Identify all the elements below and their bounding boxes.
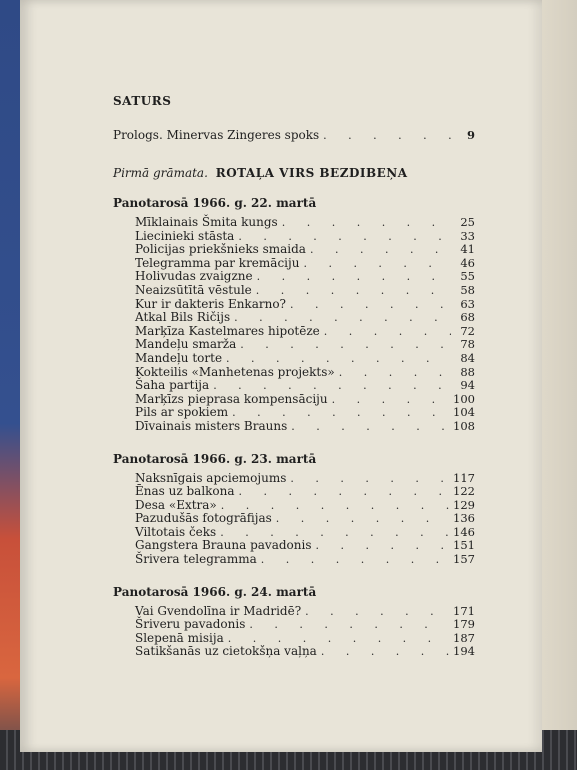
book-part-title — [113, 166, 475, 180]
chapter-page-number: 84 — [460, 350, 475, 365]
leader-dots — [290, 472, 449, 486]
toc-sections — [113, 196, 475, 659]
leader-dots — [234, 311, 451, 325]
chapter-page-number: 151 — [453, 538, 475, 553]
chapter-entry — [135, 338, 475, 352]
chapter-title: Pils ar spokiem — [135, 405, 229, 420]
chapter-page-number: 72 — [460, 323, 475, 338]
leader-dots — [290, 298, 451, 312]
book-part-name: ROTAĻA VIRS BEZDIBEŅA — [215, 166, 408, 180]
leader-dots — [238, 230, 451, 244]
leader-dots — [310, 243, 451, 257]
chapter-entry — [135, 526, 475, 540]
chapter-entry — [135, 420, 475, 434]
chapter-title: Viltotais čeks — [135, 524, 217, 539]
section-title: Panotarosā 1966. g. 22. martā — [113, 196, 317, 210]
leader-dots — [232, 406, 449, 420]
chapter-title: Dīvainais misters Brauns — [135, 418, 288, 433]
chapter-entry — [135, 553, 475, 567]
chapter-title: Marķīzs pieprasa kompensāciju — [135, 391, 328, 406]
leader-dots — [323, 129, 451, 142]
leader-dots — [276, 512, 449, 526]
prologue-page: 9 — [466, 128, 475, 142]
leader-dots — [213, 379, 451, 393]
toc-section — [113, 196, 475, 434]
chapter-entry — [135, 499, 475, 513]
toc-heading: SATURS — [113, 94, 172, 108]
chapter-entry — [135, 645, 475, 659]
chapter-page-number: 68 — [460, 310, 475, 325]
prologue-entry — [113, 128, 475, 142]
chapter-entry — [135, 311, 475, 325]
leader-dots — [315, 539, 449, 553]
leader-dots — [221, 499, 449, 513]
chapter-page-number: 94 — [460, 378, 475, 393]
chapter-entry — [135, 352, 475, 366]
chapter-title: Satikšanās uz cietokšņa vaļņa — [135, 644, 317, 659]
book-spine — [0, 0, 22, 770]
chapter-page-number: 187 — [453, 630, 475, 645]
chapter-entry — [135, 298, 475, 312]
chapter-page-number: 122 — [453, 484, 475, 499]
leader-dots — [228, 632, 449, 646]
chapter-title: Gangstera Brauna pavadonis — [135, 538, 312, 553]
chapter-page-number: 100 — [453, 391, 475, 406]
chapter-entry — [135, 230, 475, 244]
chapter-title: Šrivera telegramma — [135, 552, 257, 567]
chapter-title: Kur ir dakteris Enkarno? — [135, 296, 286, 311]
chapter-title: Šriveru pavadonis — [135, 617, 246, 632]
chapter-title: Slepenā misija — [135, 630, 224, 645]
section-title: Panotarosā 1966. g. 23. martā — [113, 451, 317, 466]
leader-dots — [220, 526, 449, 540]
chapter-title: Desa «Extra» — [135, 497, 217, 512]
chapter-entry — [135, 485, 475, 499]
chapter-title: Mandeļu torte — [135, 350, 223, 365]
chapter-page-number: 46 — [460, 255, 475, 270]
chapter-page-number: 58 — [460, 282, 475, 297]
leader-dots — [261, 553, 449, 567]
leader-dots — [282, 216, 451, 230]
leader-dots — [291, 420, 449, 434]
chapter-title: Vai Gvendolīna ir Madridē? — [135, 603, 302, 618]
chapter-page-number: 117 — [453, 470, 475, 485]
chapter-title: Liecinieki stāsta — [135, 228, 235, 243]
chapter-page-number: 25 — [460, 215, 475, 229]
chapter-page-number: 157 — [453, 552, 475, 567]
leader-dots — [240, 338, 451, 352]
chapter-page-number: 63 — [460, 296, 475, 311]
leader-dots — [332, 393, 449, 407]
chapter-page-number: 55 — [460, 269, 475, 284]
chapter-entry — [135, 257, 475, 271]
chapter-page-number: 136 — [453, 511, 475, 526]
chapter-page-number: 108 — [453, 418, 475, 433]
chapter-page-number: 88 — [460, 364, 475, 379]
chapter-entry — [135, 618, 475, 632]
chapter-title: Atkal Bils Ričijs — [135, 310, 231, 325]
leader-dots — [226, 352, 451, 366]
chapter-entry — [135, 406, 475, 420]
book-page — [20, 0, 542, 752]
chapter-entry — [135, 325, 475, 339]
leader-dots — [324, 325, 451, 339]
chapter-title: Marķīza Kastelmares hipotēze — [135, 323, 320, 338]
section-title: Panotarosā 1966. g. 24. martā — [113, 584, 317, 599]
chapter-title: Šaha partija — [135, 378, 210, 393]
leader-dots — [249, 618, 449, 632]
chapter-title: Naksnīgais apciemojums — [135, 470, 287, 485]
chapter-title: Pazudušās fotogrāfijas — [135, 511, 272, 526]
chapter-page-number: 194 — [453, 644, 475, 659]
leader-dots — [256, 284, 451, 298]
toc-section — [113, 585, 475, 659]
toc-section — [113, 452, 475, 567]
chapter-entry — [135, 393, 475, 407]
leader-dots — [321, 645, 449, 659]
chapter-entry — [135, 379, 475, 393]
chapter-title: Neaizsūtītā vēstule — [135, 282, 252, 297]
chapter-page-number: 179 — [453, 617, 475, 632]
prologue-label: Prologs. Minervas Zingeres spoks — [113, 128, 320, 142]
leader-dots — [339, 366, 451, 380]
chapter-page-number: 104 — [453, 405, 475, 420]
chapter-title: Kokteilis «Manhetenas projekts» — [135, 364, 335, 379]
leader-dots — [257, 270, 451, 284]
chapter-entry — [135, 512, 475, 526]
chapter-page-number: 41 — [460, 242, 475, 257]
chapter-title: Ēnas uz balkona — [135, 484, 235, 499]
chapter-list — [113, 216, 475, 434]
leader-dots — [239, 485, 450, 499]
chapter-title: Policijas priekšnieks smaida — [135, 242, 306, 257]
book-part-label: Pirmā grāmata. — [113, 166, 208, 180]
chapter-list — [113, 605, 475, 659]
chapter-list — [113, 472, 475, 567]
chapter-title: Mandeļu smarža — [135, 337, 237, 352]
chapter-title: Telegramma par kremāciju — [135, 255, 300, 270]
chapter-title: Holivudas zvaigzne — [135, 269, 253, 284]
chapter-title: Mīklainais Šmita kungs — [135, 215, 278, 229]
chapter-entry — [135, 632, 475, 646]
chapter-entry — [135, 243, 475, 257]
chapter-page-number: 33 — [460, 228, 475, 243]
leader-dots — [303, 257, 451, 271]
chapter-page-number: 129 — [453, 497, 475, 512]
chapter-entry — [135, 216, 475, 230]
chapter-entry — [135, 284, 475, 298]
chapter-page-number: 171 — [453, 603, 475, 618]
table-of-contents — [113, 94, 475, 677]
leader-dots — [305, 605, 449, 619]
chapter-page-number: 146 — [453, 524, 475, 539]
chapter-page-number: 78 — [460, 337, 475, 352]
chapter-entry — [135, 270, 475, 284]
